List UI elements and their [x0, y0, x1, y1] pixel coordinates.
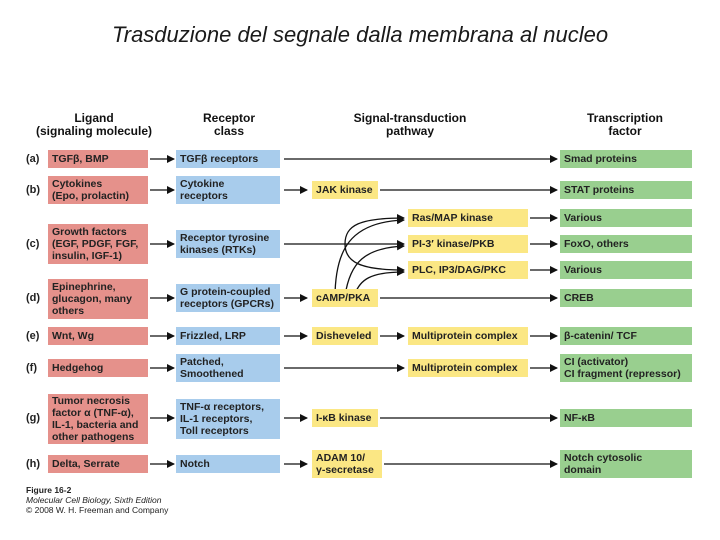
tf-box-e — [560, 327, 692, 345]
receptor-text-c: Receptor tyrosine kinases (RTKs) — [180, 232, 270, 256]
tf-box-c-various-1 — [560, 209, 692, 227]
receptor-box-f — [176, 354, 280, 382]
receptor-box-c — [176, 230, 280, 258]
ligand-box-d — [48, 279, 148, 319]
tf-box-b — [560, 181, 692, 199]
pathway-text-multiprotein-f: Multiprotein complex — [412, 362, 518, 374]
receptor-text-g: TNF-α receptors, IL-1 receptors, Toll receptors — [180, 401, 265, 437]
pathway-box-multiprotein-e — [408, 327, 528, 345]
tf-box-h — [560, 450, 692, 478]
ligand-box-h — [48, 455, 148, 473]
pathway-box-plc — [408, 261, 528, 279]
tf-box-g — [560, 409, 692, 427]
tf-box-f — [560, 354, 692, 382]
row-label-b: (b) — [26, 184, 41, 196]
ligand-text-g: Tumor necrosis factor α (TNF-α), IL-1, bacteria and other pathogens — [52, 395, 139, 443]
pathway-text-pi3k: PI-3′ kinase/PKB — [412, 238, 495, 250]
tf-text-c-1: Various — [564, 212, 602, 224]
tf-text-a: Smad proteins — [564, 153, 637, 165]
pathway-box-multiprotein-f — [408, 359, 528, 377]
ligand-box-c — [48, 224, 148, 264]
receptor-box-h — [176, 455, 280, 473]
pathway-text-h: ADAM 10/ γ-secretase — [316, 452, 374, 476]
ligand-text-f: Hedgehog — [52, 362, 104, 374]
pathway-box-ras-map — [408, 209, 528, 227]
receptor-box-b — [176, 176, 280, 204]
ligand-text-d: Epinephrine, glucagon, many others — [52, 281, 132, 317]
ligand-box-e — [48, 327, 148, 345]
pathway-box-b — [312, 181, 378, 199]
pathway-text-e: Disheveled — [316, 330, 372, 342]
pathway-box-d — [312, 289, 378, 307]
receptor-text-d: G protein-coupled receptors (GPCRs) — [180, 286, 274, 310]
tf-text-f: CI (activator) CI fragment (repressor) — [564, 356, 681, 380]
figure-copyright: © 2008 W. H. Freeman and Company — [26, 505, 169, 515]
arrow-c-to-plc — [345, 244, 404, 270]
ligand-text-c: Growth factors (EGF, PDGF, FGF, insulin, IGF-1) — [52, 226, 139, 262]
pathway-text-multiprotein-e: Multiprotein complex — [412, 330, 518, 342]
tf-box-a — [560, 150, 692, 168]
row-label-h: (h) — [26, 458, 41, 470]
pathway-text-d: cAMP/PKA — [316, 292, 371, 304]
row-label-a: (a) — [26, 153, 40, 165]
ligand-text-h: Delta, Serrate — [52, 458, 120, 470]
ligand-text-a: TGFβ, BMP — [52, 153, 109, 165]
tf-text-d: CREB — [564, 292, 594, 304]
tf-text-e: β-catenin/ TCF — [564, 330, 637, 342]
receptor-text-e: Frizzled, LRP — [180, 330, 246, 342]
header-receptor-class: Receptor class — [202, 111, 255, 138]
tf-text-h: Notch cytosolic domain — [564, 452, 643, 476]
pathway-text-b: JAK kinase — [316, 184, 373, 196]
pathway-text-g: I-κB kinase — [316, 412, 372, 424]
ligand-box-b — [48, 176, 148, 204]
receptor-box-e — [176, 327, 280, 345]
pathway-box-pi3k — [408, 235, 528, 253]
receptor-text-h: Notch — [180, 458, 210, 470]
receptor-box-a — [176, 150, 280, 168]
figure-caption — [26, 485, 168, 515]
row-label-e: (e) — [26, 330, 40, 342]
figure-number: Figure 16-2 — [26, 485, 72, 495]
header-ligand: Ligand (signaling molecule) — [35, 111, 152, 138]
ligand-box-g — [48, 394, 148, 444]
pathway-box-h — [312, 450, 382, 478]
ligand-box-a — [48, 150, 148, 168]
ligand-box-f — [48, 359, 148, 377]
tf-text-c-3: Various — [564, 264, 602, 276]
arrow-d-to-ras — [335, 220, 404, 298]
receptor-text-b: Cytokine receptors — [180, 178, 228, 202]
tf-box-d — [560, 289, 692, 307]
tf-text-g: NF-κB — [564, 412, 595, 424]
tf-text-c-2: FoxO, others — [564, 238, 629, 250]
header-pathway: Signal-transduction pathway — [353, 111, 467, 138]
tf-box-c-various-2 — [560, 261, 692, 279]
ligand-text-e: Wnt, Wg — [52, 330, 94, 342]
figure-book: Molecular Cell Biology, Sixth Edition — [26, 495, 162, 505]
header-transcription-factor: Transcription factor — [586, 111, 663, 138]
row-label-c: (c) — [26, 238, 40, 250]
receptor-box-d — [176, 284, 280, 312]
tf-text-b: STAT proteins — [564, 184, 635, 196]
receptor-box-g — [176, 399, 280, 439]
pathway-text-ras-map: Ras/MAP kinase — [412, 212, 493, 224]
pathway-box-e — [312, 327, 378, 345]
tf-box-c-foxo — [560, 235, 692, 253]
row-label-f: (f) — [26, 362, 37, 374]
receptor-text-a: TGFβ receptors — [180, 153, 259, 165]
slide-title: Trasduzione del segnale dalla membrana al nucleo — [111, 22, 609, 47]
receptor-text-f: Patched, Smoothened — [180, 356, 244, 380]
arrow-c-to-ras — [345, 218, 404, 244]
pathway-text-plc: PLC, IP3/DAG/PKC — [412, 264, 506, 276]
ligand-text-b: Cytokines (Epo, prolactin) — [52, 178, 129, 202]
row-label-d: (d) — [26, 292, 41, 304]
row-label-g: (g) — [26, 412, 41, 424]
pathway-box-g — [312, 409, 378, 427]
